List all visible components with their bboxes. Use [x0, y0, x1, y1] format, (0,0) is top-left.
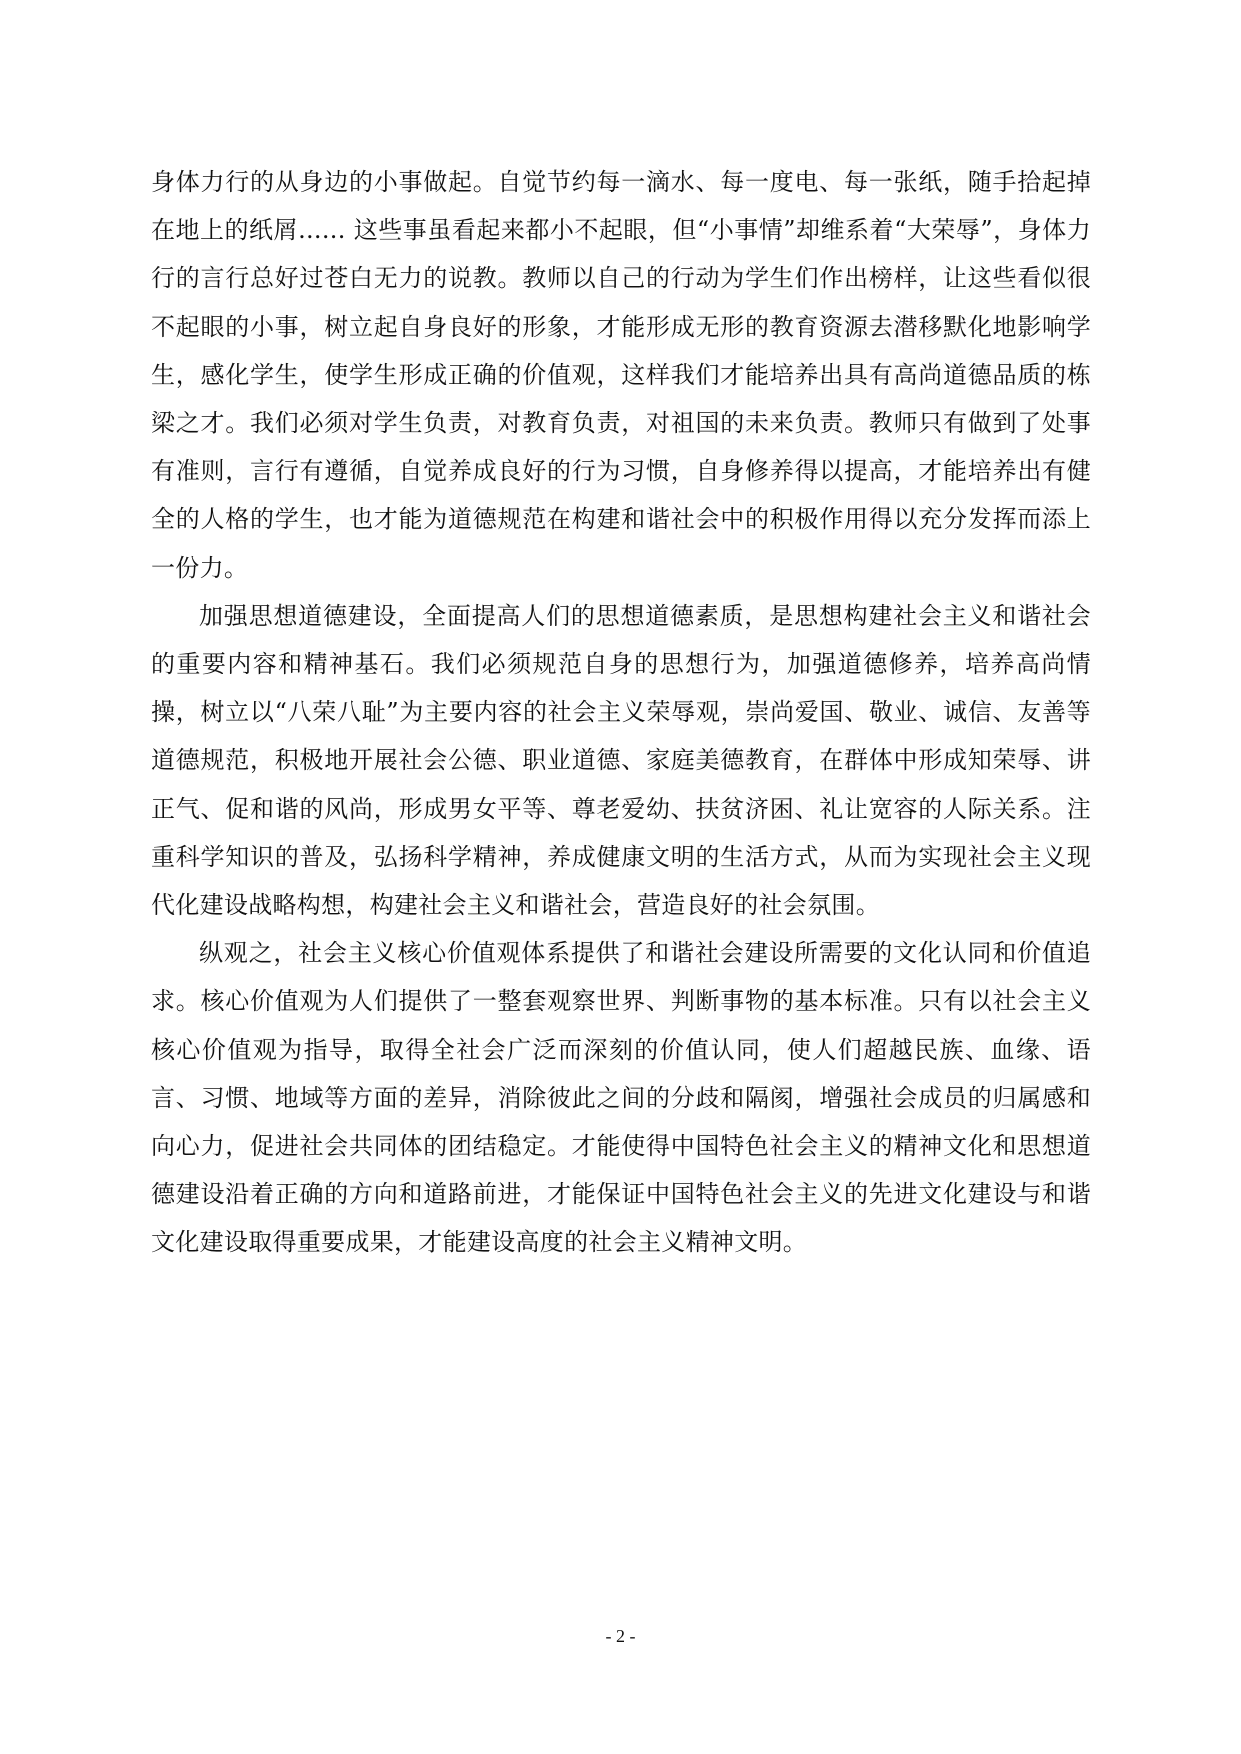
paragraph-2: 加强思想道德建设，全面提高人们的思想道德素质，是思想构建社会主义和谐社会的重要内容和精神基石。我们必须规范自身的思想行为，加强道德修养，培养高尚情操，树立以“八荣八耻”为主要内容的社会主义荣辱观，崇尚爱国、敬业、诚信、友善等道德规范，积极地开展社会公德、职业道德、家庭美德教育，在群体中形成知荣辱、讲正气、促和谐的风尚，形成男女平等、尊老爱幼、扶贫济困、礼让宽容的人际关系。注重科学知识的普及，弘扬科学精神，养成健康文明的生活方式，从而为实现社会主义现代化建设战略构想，构建社会主义和谐社会，营造良好的社会氛围。	[151, 601, 1091, 920]
page-number: - 2 -	[605, 1626, 636, 1646]
paragraph-1: 身体力行的从身边的小事做起。自觉节约每一滴水、每一度电、每一张纸，随手拾起掉在地上的纸屑...... 这些事虽看起来都小不起眼，但“小事情”却维系着“大荣辱”，身体力行的言行总好过苍白无力的说教。教师以自己的行动为学生们作出榜样，让这些看似很不起眼的小事，树立起自身良好的形象，才能形成无形的教育资源去潜移默化地影响学生，感化学生，使学生形成正确的价值观，这样我们才能培养出具有高尚道德品质的栋梁之才。我们必须对学生负责，对教育负责，对祖国的未来负责。教师只有做到了处事有准则，言行有遵循，自觉养成良好的行为习惯，自身修养得以提高，才能培养出有健全的人格的学生，也才能为道德规范在构建和谐社会中的积极作用得以充分发挥而添上一份力。	[151, 168, 1091, 582]
body-text	[151, 158, 1091, 1267]
paragraph-3: 纵观之，社会主义核心价值观体系提供了和谐社会建设所需要的文化认同和价值追求。核心价值观为人们提供了一整套观察世界、判断事物的基本标准。只有以社会主义核心价值观为指导，取得全社会广泛而深刻的价值认同，使人们超越民族、血缘、语言、习惯、地域等方面的差异，消除彼此之间的分歧和隔阂，增强社会成员的归属感和向心力，促进社会共同体的团结稳定。才能使得中国特色社会主义的精神文化和思想道德建设沿着正确的方向和道路前进，才能保证中国特色社会主义的先进文化建设与和谐文化建设取得重要成果，才能建设高度的社会主义精神文明。	[151, 939, 1091, 1257]
